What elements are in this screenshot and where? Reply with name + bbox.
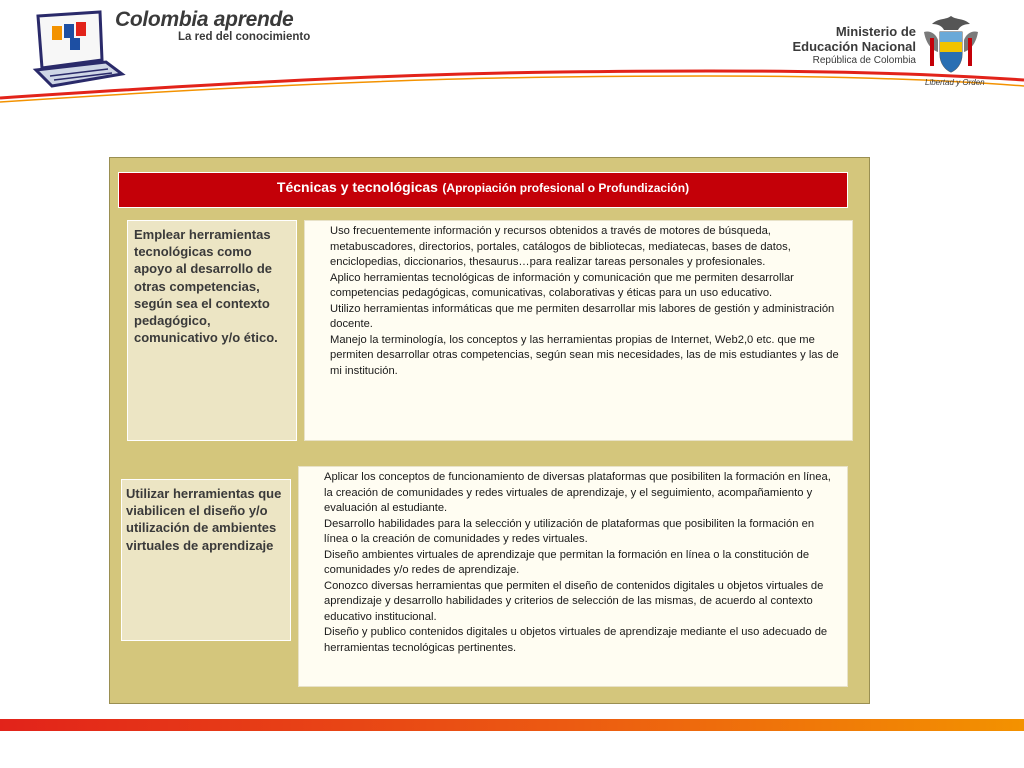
motto: Libertad y Orden: [925, 78, 985, 87]
coat-of-arms-icon: [918, 12, 984, 78]
descriptor-item: Diseño y publico contenidos digitales u objetos virtuales de aprendizaje mediante el uso adecuado de herramientas tecnológicas pertinentes.: [324, 626, 828, 654]
descriptors-box-2: [298, 466, 848, 687]
descriptor-item: Utilizo herramientas informáticas que me permiten desarrollar mis labores de gestión y administración docente.: [330, 302, 835, 330]
title-bar: [118, 172, 848, 208]
ministry-line3: República de Colombia: [812, 55, 916, 66]
descriptor-item: Uso frecuentemente información y recursos obtenidos a través de motores de búsqueda, metabuscadores, directorios, portales, catálogos de bibliotecas, mediatecas, bases de datos, enciclopedias, diccionarios, thesaurus…para realizar tareas personales y profesionales.: [330, 225, 791, 268]
descriptor-item: Manejo la terminología, los conceptos y las herramientas propias de Internet, Web2,0 etc. que me permiten desarrollar otras competencias, según sean mis necesidades, las de mis estudiantes y las de mi institución.: [330, 333, 839, 377]
brand-name: Colombia aprende: [115, 8, 294, 31]
descriptor-item: Conozco diversas herramientas que permiten el diseño de contenidos digitales u objetos virtuales de aprendizaje y desarrollo habilidades y criterios de selección de las mismas, de acuerdo al contexto educativo institucional.: [324, 579, 824, 623]
competency-box-2: Utilizar herramientas que viabilicen el diseño y/o utilización de ambientes virtuales de aprendizaje: [121, 479, 291, 641]
title-sub: (Apropiación profesional o Profundización): [442, 181, 690, 195]
descriptor-item: Diseño ambientes virtuales de aprendizaje que permitan la formación en línea o la constitución de comunidades y/o redes de aprendizaje.: [324, 548, 810, 576]
brand-tagline: La red del conocimiento: [178, 31, 311, 43]
ministry-line1: Ministerio de: [835, 24, 916, 39]
footer-bar: [0, 719, 1024, 731]
ministry-block: [792, 24, 916, 67]
ministry-line2: Educación Nacional: [792, 39, 916, 54]
descriptor-item: Aplico herramientas tecnológicas de información y comunicación que me permiten desarrollar competencias pedagógicas, comunicativas, colaborativas y éticas para un uso educativo.: [330, 271, 794, 299]
descriptors-box-1: [304, 220, 853, 441]
descriptor-item: Desarrollo habilidades para la selección y utilización de plataformas que posibiliten la formación en línea o la creación de comunidades y redes virtuales.: [324, 517, 815, 545]
competency-box-1: Emplear herramientas tecnológicas como apoyo al desarrollo de otras competencias, según sea el contexto pedagógico, comunicativo y/o ético.: [127, 220, 297, 441]
descriptor-item: Aplicar los conceptos de funcionamiento de diversas plataformas que posibiliten la formación en línea, la creación de comunidades y redes virtuales de aprendizaje, y el seguimiento, acompañamiento y evaluación al estudiante.: [324, 471, 831, 514]
title-main: Técnicas y tecnológicas: [276, 179, 438, 195]
